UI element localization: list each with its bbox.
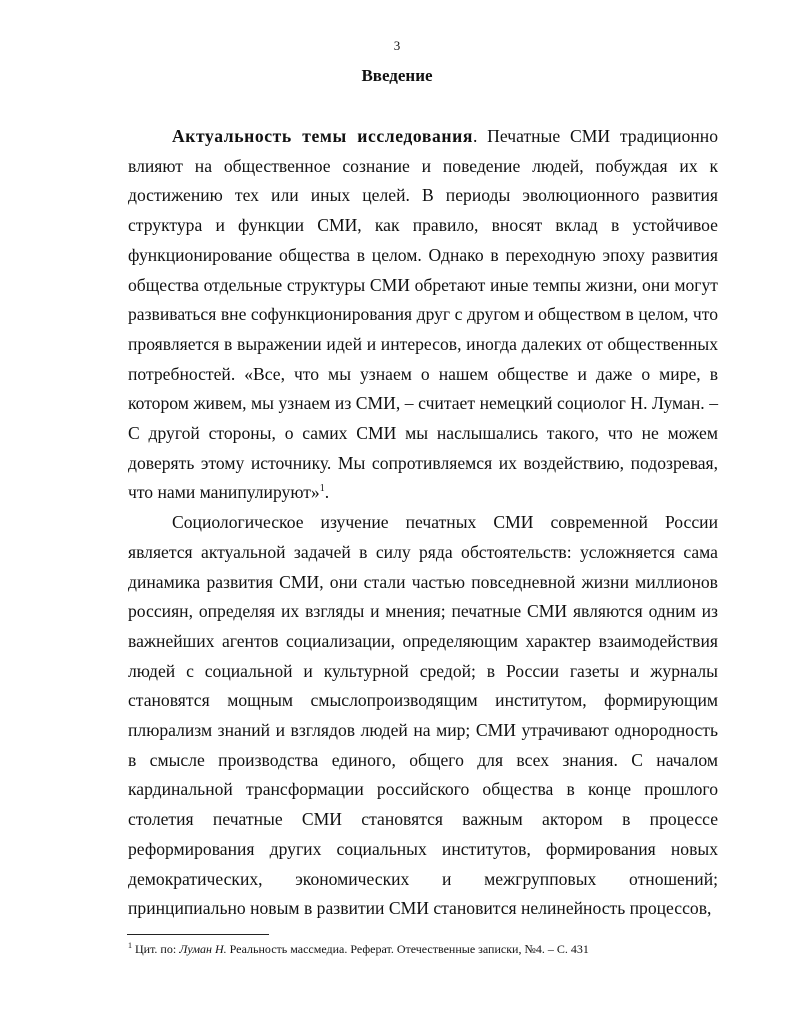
body-text [128,122,718,924]
paragraph-text: . Печатные СМИ традиционно влияют на общественное сознание и поведение людей, побуждая их к достижению тех или иных целей. В периоды эволюционного развития структура и функции СМИ, как правило, вносят вклад в устойчивое функционирование общества в целом. Однако в переходную эпоху развития общества отдельные структуры СМИ обретают иные темпы жизни, они могут развиваться вне софункционирования друг с другом и обществом в целом, что проявляется в выражении идей и интересов, иногда далеких от общественных потребностей. «Все, что мы узнаем о нашем обществе и даже о мире, в котором живем, мы узнаем из СМИ, – считает немецкий социолог Н. Луман. – С другой стороны, о самих СМИ мы наслышались такого, что не можем доверять этому источнику. Мы сопротивляемся их воздействию, подозревая, что нами манипулируют» [128,126,718,503]
footnote-prefix: Цит. по: [132,942,180,956]
footnote [128,941,728,957]
paragraph-relevance [128,122,718,508]
paragraph-lead: Актуальность темы исследования [172,126,473,146]
paragraph-sociological-study: Социологическое изучение печатных СМИ современной России является актуальной задачей в силу ряда обстоятельств: усложняется сама динамика развития СМИ, они стали частью повседневной жизни миллионов россиян, определяя их взгляды и мнения; печатные СМИ являются одним из важнейших агентов социализации, определяющим характер взаимодействия людей с социальной и культурной средой; в России газеты и журналы становятся мощным смыслопроизводящим институтом, формирующим плюрализм знаний и взглядов людей на мир; СМИ утрачивают однородность в смысле производства единого, общего для всех знания. С началом кардинальной трансформации российского общества в конце прошлого столетия печатные СМИ становятся важным актором в процессе реформирования других социальных институтов, формирования новых демократических, экономических и межгрупповых отношений; принципиально новым в развитии СМИ становится нелинейность процессов, [128,512,718,919]
footnote-source: Реальность массмедиа. Реферат. Отечественные записки, №4. – С. 431 [226,942,589,956]
paragraph-end: . [324,482,330,503]
footnote-divider [127,934,269,935]
section-heading: Введение [361,66,433,85]
page-number: 3 [393,38,401,53]
footnote-reference[interactable]: 1 [319,483,325,495]
footnote-author: Луман Н. [179,942,227,956]
footnote-mark: 1 [128,941,132,950]
